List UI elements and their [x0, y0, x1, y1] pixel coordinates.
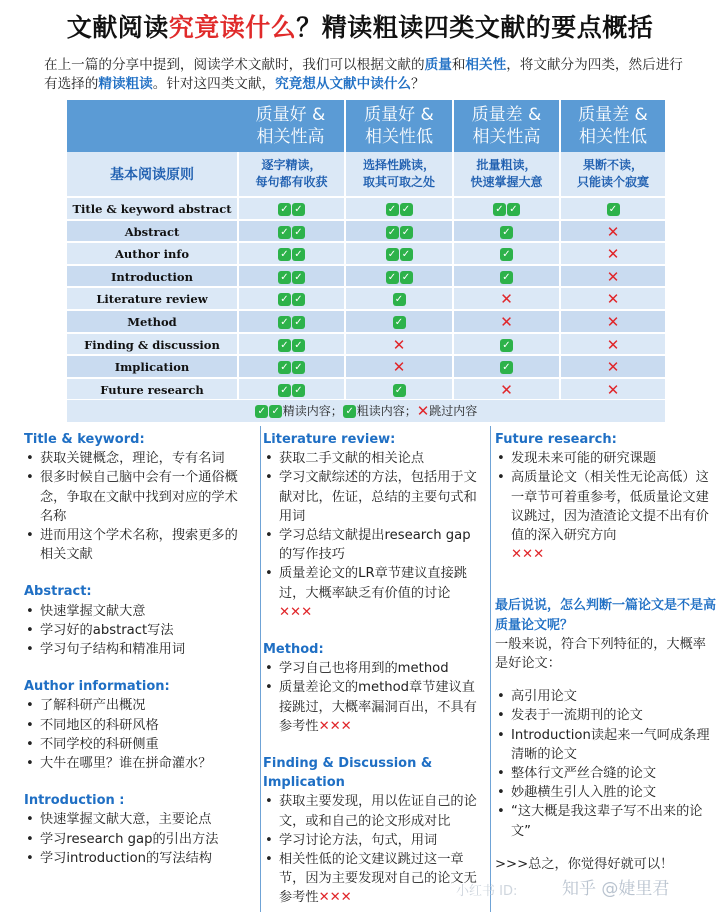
check-icon: ✓: [386, 203, 399, 216]
table-cell: [559, 221, 665, 243]
table-cell: [237, 288, 344, 310]
row-label: Finding & discussion: [84, 337, 220, 352]
cross-icon: ✕: [606, 358, 620, 377]
table-row: [67, 379, 665, 402]
table-cell: [344, 311, 452, 333]
closing-line: >>>总之，你觉得好就可以！: [495, 856, 674, 872]
table-row: [67, 334, 665, 357]
table-row: [67, 356, 665, 379]
list-item: • 学习自己也将用到的method: [263, 659, 482, 678]
check-icon: ✓: [500, 361, 513, 374]
check-icon: ✓: [292, 203, 305, 216]
table-cell: [559, 266, 665, 288]
check-icon: ✓: [278, 293, 291, 306]
principle-cell: 逐字精读， 每句都有收获: [237, 152, 344, 198]
bullet-list: [263, 449, 482, 622]
check-icon: ✓: [500, 248, 513, 261]
list-item: • 质量差论文的method章节建议直接跳过，大概率漏洞百出，不具有参考性✕✕✕: [263, 678, 482, 736]
cross-icon: ✕: [500, 380, 513, 399]
check-icon: ✓: [278, 361, 291, 374]
column-right: [490, 426, 716, 912]
list-item: • 不同学校的科研侧重: [24, 735, 246, 754]
table-cell: [237, 356, 344, 378]
table-cell: [344, 379, 452, 401]
check-icon: ✓: [393, 293, 406, 306]
table-cell: [237, 311, 344, 333]
cross-icon: ✕: [392, 358, 406, 377]
check-icon: ✓: [400, 248, 413, 261]
principle-cell: 批量粗读， 快速掌握大意: [452, 152, 559, 198]
list-item: • 获取主要发现，用以佐证自己的论文，或和自己的论文形成对比: [263, 792, 482, 830]
cross-icon: ✕: [606, 222, 620, 241]
table-cell: [559, 334, 665, 356]
list-item: • 获取关键概念，理论，专有名词: [24, 449, 246, 468]
table-cell: [452, 311, 559, 333]
list-item: • 学习文献综述的方法，包括用于文献对比，佐证，总结的主要句式和用词: [263, 468, 482, 526]
table-legend: ✓ ✓ 精读内容； ✓ 粗读内容；✕跳过内容: [67, 400, 665, 422]
table-cell: [559, 379, 665, 401]
table-cell: [237, 266, 344, 288]
bullet-list: [24, 810, 246, 868]
table-cell: [452, 334, 559, 356]
list-item: • 高引用论文: [495, 687, 716, 706]
check-icon: ✓: [269, 405, 282, 418]
check-icon: ✓: [278, 316, 291, 329]
list-item: • 进而用这个学术名称，搜索更多的相关文献: [24, 526, 246, 564]
table-cell: [344, 288, 452, 310]
table-cell: [559, 288, 665, 310]
check-icon: ✓: [386, 226, 399, 239]
check-icon: ✓: [393, 384, 406, 397]
paragraph: 一般来说，符合下列特征的，大概率是好论文：: [495, 636, 706, 672]
section-heading: Abstract:: [24, 584, 92, 600]
cross-icon: ✕: [606, 267, 620, 286]
reading-table: [67, 100, 665, 422]
table-cell: [344, 356, 452, 378]
list-item: • 学习总结文献提出research gap的写作技巧: [263, 526, 482, 564]
table-cell: [452, 356, 559, 378]
list-item: • 学习research gap的引出方法: [24, 830, 246, 849]
list-item: • 大牛在哪里？谁在拼命灌水？: [24, 754, 246, 773]
section-heading: Finding & Discussion & Implication: [263, 756, 433, 791]
check-icon: ✓: [386, 248, 399, 261]
principle-cell: 选择性跳读， 取其可取之处: [344, 152, 452, 198]
bullet-list: [263, 659, 482, 736]
bullet-list: [495, 687, 716, 841]
title-highlight: 究竟读什么: [168, 13, 297, 42]
check-icon: ✓: [292, 339, 305, 352]
row-label: Abstract: [124, 224, 180, 239]
table-cell: [237, 334, 344, 356]
list-item: • 学习introduction的写法结构: [24, 849, 246, 868]
bullet-list: [24, 449, 246, 564]
row-label: Method: [127, 315, 177, 329]
check-icon: ✓: [500, 271, 513, 284]
list-item: • 不同地区的科研风格: [24, 716, 246, 735]
check-icon: ✓: [292, 384, 305, 397]
list-item: • “这大概是我这辈子写不出来的论文”: [495, 802, 716, 840]
list-item: • 学习句子结构和精准用词: [24, 640, 246, 659]
table-cell: [559, 311, 665, 333]
section-heading: 最后说说，怎么判断一篇论文是不是高质量论文呢？: [495, 598, 717, 633]
table-row: [67, 221, 665, 244]
section-heading: Future research:: [495, 432, 617, 447]
row-label: Introduction: [111, 269, 193, 284]
row-label: Author info: [114, 247, 190, 262]
table-row: [67, 198, 665, 221]
table-cell: [452, 379, 559, 401]
row-label: Future research: [100, 382, 204, 397]
row-label: Implication: [114, 360, 190, 375]
section-heading: Method:: [263, 642, 324, 658]
table-cell: [344, 243, 452, 265]
table-cell: [237, 379, 344, 401]
cross-icon: ✕✕✕: [318, 890, 352, 906]
section-heading: Author information:: [24, 679, 170, 695]
table-cell: [344, 221, 452, 243]
table-cell: [237, 198, 344, 220]
check-icon: ✓: [292, 271, 305, 284]
table-cell: [344, 266, 452, 288]
cross-icon: ✕✕✕: [318, 718, 352, 734]
table-cell: [344, 198, 452, 220]
list-item: • 相关性低的论文建议跳过这一章节，因为主要发现对自己的论文无参考性✕✕✕: [263, 850, 482, 908]
check-icon: ✓: [278, 248, 291, 261]
row-label: Literature review: [96, 292, 208, 307]
list-item: • Introduction读起来一气呵成条理清晰的论文: [495, 726, 716, 764]
page-title: [0, 8, 720, 44]
cross-icon: ✕: [606, 290, 620, 309]
check-icon: ✓: [507, 203, 520, 216]
check-icon: ✓: [400, 271, 413, 284]
header-cell: 质量差 & 相关性高: [452, 100, 559, 152]
header-cell: 质量好 & 相关性高: [255, 105, 326, 147]
list-item: • 学习讨论方法，句式，用词: [263, 831, 482, 850]
table-header: [67, 100, 665, 152]
cross-icon: ✕: [606, 335, 620, 354]
table-cell: [559, 198, 665, 220]
header-cell: 质量差 & 相关性低: [559, 100, 665, 152]
check-icon: ✓: [292, 361, 305, 374]
section-heading: Title & keyword:: [24, 432, 145, 447]
cross-icon: ✕: [392, 335, 406, 354]
bullet-list: [24, 602, 246, 660]
list-item: • 发现未来可能的研究课题: [495, 449, 716, 468]
table-row: [67, 311, 665, 334]
cross-icon: ✕✕✕: [511, 547, 545, 563]
principle-label: 基本阅读原则: [110, 167, 194, 183]
cross-icon: ✕: [606, 313, 620, 331]
check-icon: ✓: [393, 316, 406, 329]
table-cell: [559, 356, 665, 378]
check-icon: ✓: [278, 226, 291, 239]
table-cell: [452, 243, 559, 265]
list-item: • 高质量论文（相关性无论高低）这一章节可着重参考，低质量论文建议跳过，因为渣渣论文提不出有价值的深入研究方向 ✕✕✕: [495, 468, 716, 564]
cross-icon: ✕: [500, 290, 513, 309]
check-icon: ✓: [400, 203, 413, 216]
watermark: 知乎 @婕里君: [562, 879, 670, 899]
table-row: [67, 243, 665, 266]
principle-cell: 果断不读， 只能读个寂寞: [559, 152, 665, 198]
check-icon: ✓: [493, 203, 506, 216]
list-item: • 快速掌握文献大意，主要论点: [24, 810, 246, 829]
list-item: • 很多时候自己脑中会有一个通俗概念，争取在文献中找到对应的学术名称: [24, 468, 246, 526]
list-item: • 发表于一流期刊的论文: [495, 706, 716, 725]
principle-row: [67, 152, 665, 198]
bullet-list: [495, 449, 716, 564]
list-item: • 了解科研产出概况: [24, 696, 246, 715]
table-cell: [559, 243, 665, 265]
table-row: [67, 266, 665, 289]
table-cell: [452, 288, 559, 310]
table-row: [67, 288, 665, 311]
check-icon: ✓: [292, 248, 305, 261]
table-cell: [452, 266, 559, 288]
check-icon: ✓: [255, 405, 268, 418]
title-part-1: 文献阅读: [66, 13, 169, 42]
bullet-list: [263, 792, 482, 907]
table-cell: [452, 198, 559, 220]
check-icon: ✓: [278, 271, 291, 284]
check-icon: ✓: [292, 293, 305, 306]
list-item: • 质量差论文的LR章节建议直接跳过，大概率缺乏有价值的讨论✕✕✕: [263, 564, 482, 622]
cross-icon: ✕: [416, 402, 430, 420]
list-item: • 学习好的abstract写法: [24, 621, 246, 640]
check-icon: ✓: [500, 339, 513, 352]
section-heading: Literature review:: [263, 432, 396, 447]
column-middle: [260, 426, 482, 912]
check-icon: ✓: [292, 226, 305, 239]
title-part-3: ？精读粗读四类文献的要点概括: [296, 13, 654, 42]
row-label: Title & keyword abstract: [72, 202, 232, 216]
table-cell: [237, 221, 344, 243]
check-icon: ✓: [278, 203, 291, 216]
list-item: • 整体行文严丝合缝的论文: [495, 764, 716, 783]
table-cell: [237, 243, 344, 265]
check-icon: ✓: [500, 226, 513, 239]
check-icon: ✓: [386, 271, 399, 284]
cross-icon: ✕✕✕: [279, 604, 313, 620]
section-heading: Introduction :: [24, 793, 125, 809]
column-left: [24, 426, 246, 912]
table-cell: [344, 334, 452, 356]
list-item: • 获取二手文献的相关论点: [263, 449, 482, 468]
cross-icon: ✕: [606, 245, 620, 264]
check-icon: ✓: [343, 405, 356, 418]
bullet-list: [24, 696, 246, 773]
cross-icon: ✕: [500, 313, 513, 331]
list-item: • 快速掌握文献大意: [24, 602, 246, 621]
watermark: 小红书 ID:: [456, 884, 518, 899]
check-icon: ✓: [607, 203, 620, 216]
cross-icon: ✕: [606, 380, 620, 399]
check-icon: ✓: [278, 339, 291, 352]
intro-paragraph: 在上一篇的分享中提到，阅读学术文献时，我们可以根据文献的质量和相关性，将文献分为四类，然后进行有选择的精读粗读。针对这四类文献，究竟想从文献中读什么？: [44, 57, 683, 92]
list-item: • 妙趣横生引人入胜的论文: [495, 783, 716, 802]
check-icon: ✓: [278, 384, 291, 397]
header-cell: 质量好 & 相关性低: [344, 100, 452, 152]
check-icon: ✓: [400, 226, 413, 239]
check-icon: ✓: [292, 316, 305, 329]
table-cell: [452, 221, 559, 243]
